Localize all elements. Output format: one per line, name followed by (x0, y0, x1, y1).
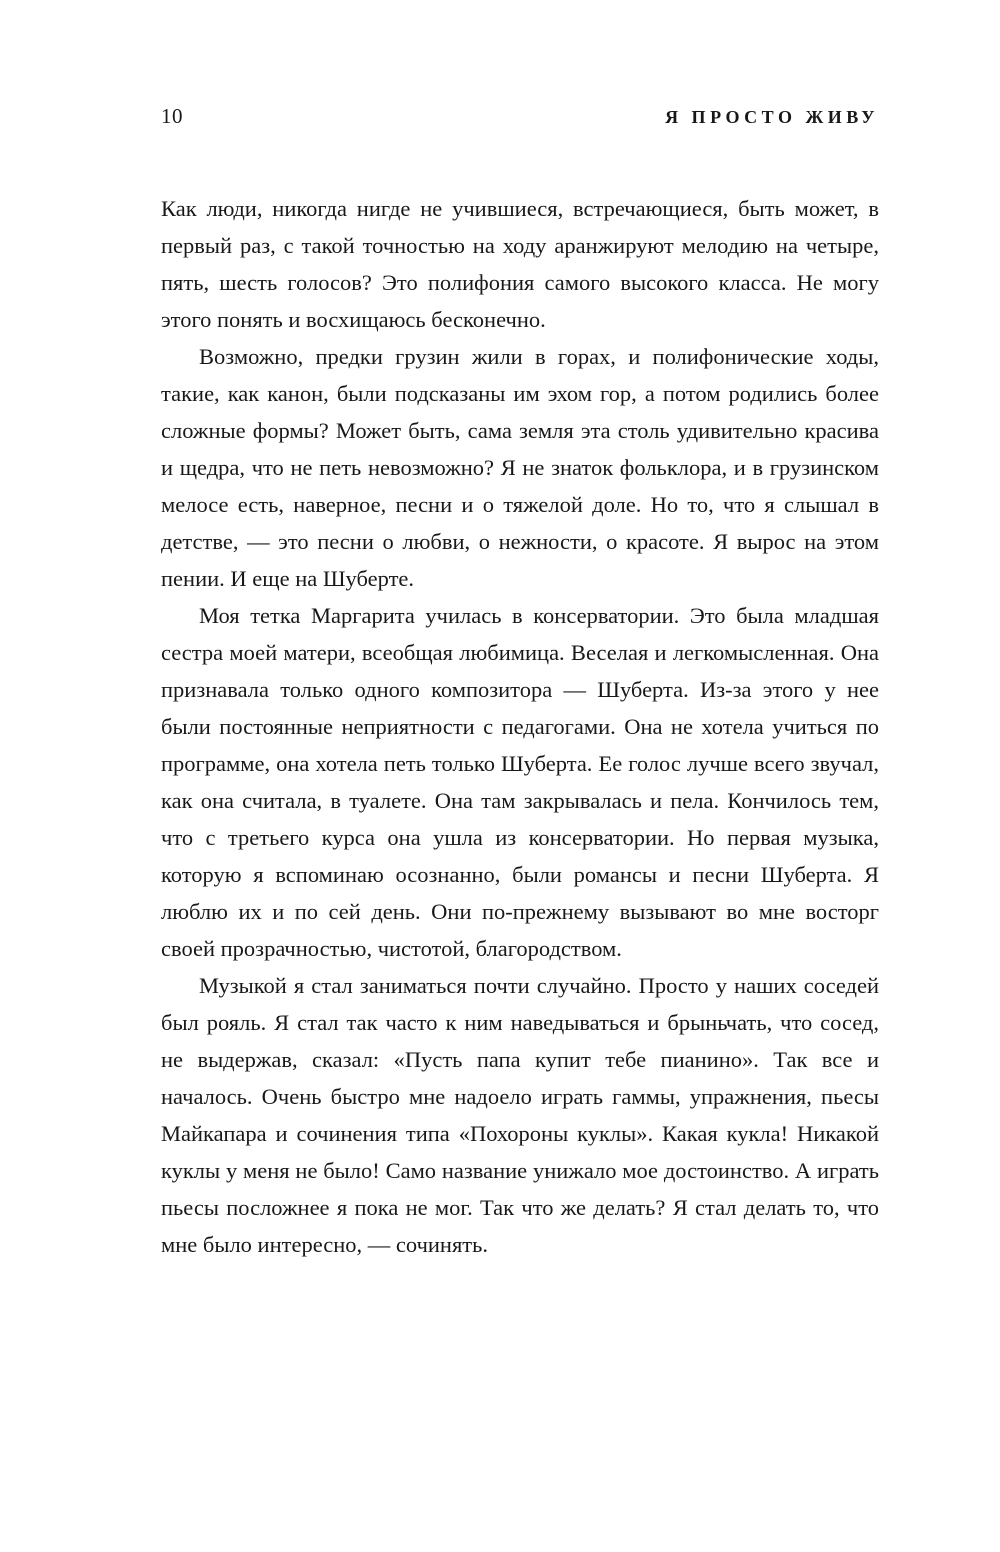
paragraph: Музыкой я стал заниматься почти случайно. Просто у наших соседей был рояль. Я стал так часто к ним наведываться и брыньчать, что сосед, не выдержав, сказал: «Пусть папа купит тебе пианино». Так все и началось. Очень быстро мне надоело играть гаммы, упражнения, пьесы Майкапара и сочинения типа «Похороны куклы». Какая кукла! Никакой куклы у меня не было! Само название унижало мое достоинство. А играть пьесы посложнее я пока не мог. Так что же делать? Я стал делать то, что мне было интересно, — сочинять. (161, 973, 879, 1257)
page-number: 10 (161, 104, 183, 128)
running-title: Я ПРОСТО ЖИВУ (665, 107, 879, 127)
running-head (161, 104, 879, 129)
body-text (161, 190, 879, 1263)
paragraph: Как люди, никогда нигде не учившиеся, встречающиеся, быть может, в первый раз, с такой точностью на ходу аранжируют мелодию на четыре, пять, шесть голосов? Это полифония самого высокого класса. Не могу этого понять и восхищаюсь бесконечно. (161, 196, 879, 332)
paragraph: Моя тетка Маргарита училась в консерватории. Это была младшая сестра моей матери, всеобщая любимица. Веселая и легкомысленная. Она признавала только одного композитора — Шуберта. Из-за этого у нее были постоянные неприятности с педагогами. Она не хотела учиться по программе, она хотела петь только Шуберта. Ее голос лучше всего звучал, как она считала, в туалете. Она там закрывалась и пела. Кончилось тем, что с третьего курса она ушла из консерватории. Но первая музыка, которую я вспоминаю осознанно, были романсы и песни Шуберта. Я люблю их и по сей день. Они по-прежнему вызывают во мне восторг своей прозрачностью, чистотой, благородством. (161, 603, 879, 961)
paragraph: Возможно, предки грузин жили в горах, и полифонические ходы, такие, как канон, были подсказаны им эхом гор, а потом родились более сложные формы? Может быть, сама земля эта столь удивительно красива и щедра, что не петь невозможно? Я не знаток фольклора, и в грузинском мелосе есть, наверное, песни и о тяжелой доле. Но то, что я слышал в детстве, — это песни о любви, о нежности, о красоте. Я вырос на этом пении. И еще на Шуберте. (161, 344, 879, 591)
